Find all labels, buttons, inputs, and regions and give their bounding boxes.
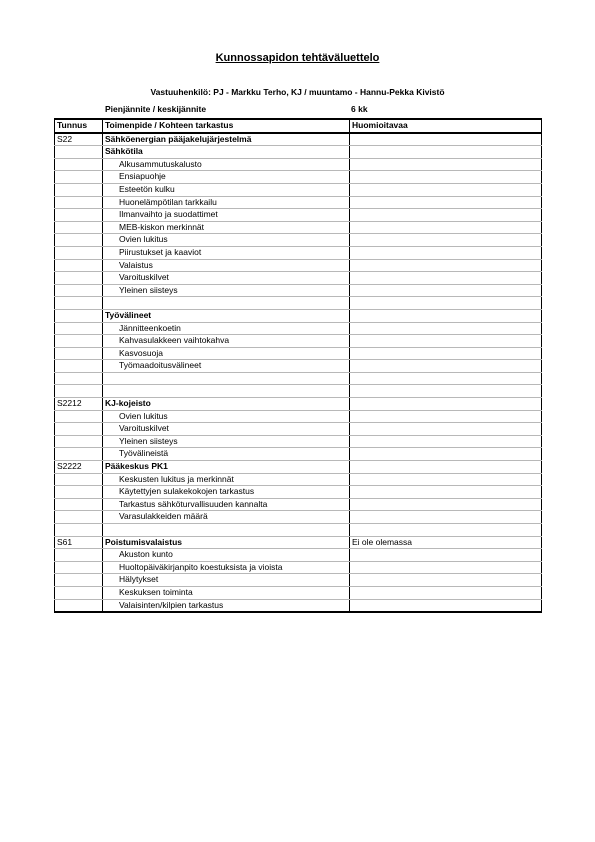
- table-row: [55, 536, 542, 549]
- cell-code: [55, 486, 103, 499]
- cell-notes: [350, 448, 542, 461]
- cell-code: [55, 158, 103, 171]
- cell-notes: [350, 372, 542, 385]
- cell-notes: [350, 297, 542, 310]
- cell-notes: [350, 549, 542, 562]
- cell-code: [55, 297, 103, 310]
- table-row: [55, 183, 542, 196]
- cell-task: Työvälineet: [103, 309, 350, 322]
- cell-notes: [350, 146, 542, 159]
- cell-code: [55, 385, 103, 398]
- table-row: [55, 372, 542, 385]
- cell-notes: [350, 335, 542, 348]
- cell-task: Piirustukset ja kaaviot: [103, 246, 350, 259]
- header-task: Toimenpide / Kohteen tarkastus: [103, 119, 350, 133]
- cell-notes: [350, 410, 542, 423]
- cell-code: S2222: [55, 461, 103, 474]
- cell-code: [55, 171, 103, 184]
- cell-task: Sähkötila: [103, 146, 350, 159]
- table-row: [55, 524, 542, 537]
- cell-notes: [350, 322, 542, 335]
- table-row: [55, 246, 542, 259]
- cell-notes: [350, 385, 542, 398]
- cell-task: Akuston kunto: [103, 549, 350, 562]
- cell-code: [55, 146, 103, 159]
- cell-code: [55, 284, 103, 297]
- cell-code: [55, 335, 103, 348]
- cell-code: [55, 423, 103, 436]
- cell-notes: [350, 183, 542, 196]
- table-row: [55, 360, 542, 373]
- cell-code: [55, 360, 103, 373]
- table-row: [55, 171, 542, 184]
- cell-task: Sähköenergian pääjakelujärjestelmä: [103, 133, 350, 146]
- cell-notes: [350, 423, 542, 436]
- table-row: [55, 486, 542, 499]
- cell-notes: [350, 133, 542, 146]
- cell-notes: [350, 561, 542, 574]
- table-row: [55, 473, 542, 486]
- cell-task: Valaistus: [103, 259, 350, 272]
- cell-task: Varoituskilvet: [103, 272, 350, 285]
- cell-notes: [350, 574, 542, 587]
- table-row: [55, 209, 542, 222]
- header-code: Tunnus: [55, 119, 103, 133]
- cell-notes: [350, 511, 542, 524]
- cell-task: Työmaadoitusvälineet: [103, 360, 350, 373]
- table-row: [55, 561, 542, 574]
- cell-notes: [350, 398, 542, 411]
- table-row: [55, 158, 542, 171]
- cell-notes: [350, 272, 542, 285]
- cell-notes: [350, 259, 542, 272]
- cell-task: Varoituskilvet: [103, 423, 350, 436]
- cell-code: [55, 586, 103, 599]
- table-row: [55, 284, 542, 297]
- cell-code: [55, 599, 103, 612]
- table-row: [55, 297, 542, 310]
- table-row: [55, 385, 542, 398]
- cell-code: [55, 498, 103, 511]
- cell-code: S61: [55, 536, 103, 549]
- cell-code: [55, 448, 103, 461]
- cell-code: [55, 309, 103, 322]
- document-title: [0, 52, 595, 64]
- table-row: [55, 448, 542, 461]
- cell-task: [103, 372, 350, 385]
- cell-task: Esteetön kulku: [103, 183, 350, 196]
- cell-code: [55, 561, 103, 574]
- maintenance-task-table: [54, 118, 542, 613]
- table-header-row: [55, 119, 542, 133]
- cell-task: KJ-kojeisto: [103, 398, 350, 411]
- table-row: [55, 574, 542, 587]
- cell-task: [103, 385, 350, 398]
- cell-task: Huoltopäiväkirjanpito koestuksista ja vioista: [103, 561, 350, 574]
- table-row: [55, 335, 542, 348]
- cell-task: Yleinen siisteys: [103, 284, 350, 297]
- cell-code: [55, 511, 103, 524]
- table-row: [55, 221, 542, 234]
- cell-notes: [350, 284, 542, 297]
- cell-code: [55, 272, 103, 285]
- cell-notes: [350, 599, 542, 612]
- cell-code: [55, 196, 103, 209]
- cell-task: Keskusten lukitus ja merkinnät: [103, 473, 350, 486]
- cell-code: [55, 183, 103, 196]
- cell-task: Yleinen siisteys: [103, 435, 350, 448]
- cell-task: Huonelämpötilan tarkkailu: [103, 196, 350, 209]
- cell-notes: [350, 435, 542, 448]
- cell-notes: [350, 209, 542, 222]
- table-row: [55, 435, 542, 448]
- cell-notes: [350, 158, 542, 171]
- cell-task: Ovien lukitus: [103, 234, 350, 247]
- table-row: [55, 146, 542, 159]
- cell-notes: [350, 309, 542, 322]
- cell-task: Tarkastus sähköturvallisuuden kannalta: [103, 498, 350, 511]
- cell-code: [55, 372, 103, 385]
- cell-notes: [350, 234, 542, 247]
- table-row: [55, 398, 542, 411]
- cell-code: [55, 574, 103, 587]
- responsible-persons: Vastuuhenkilö: PJ - Markku Terho, KJ / muuntamo - Hannu-Pekka Kivistö: [150, 87, 445, 97]
- table-row: [55, 549, 542, 562]
- cell-notes: Ei ole olemassa: [350, 536, 542, 549]
- cell-code: [55, 549, 103, 562]
- cell-code: [55, 246, 103, 259]
- voltage-label: Pienjännite / keskijännite: [105, 104, 207, 114]
- cell-task: Kasvosuoja: [103, 347, 350, 360]
- table-row: [55, 599, 542, 612]
- cell-task: Hälytykset: [103, 574, 350, 587]
- header-notes: Huomioitavaa: [350, 119, 542, 133]
- table-row: [55, 586, 542, 599]
- table-row: [55, 196, 542, 209]
- cell-task: Pääkeskus PK1: [103, 461, 350, 474]
- cell-code: [55, 259, 103, 272]
- cell-notes: [350, 586, 542, 599]
- table-row: [55, 322, 542, 335]
- cell-notes: [350, 221, 542, 234]
- table-row: [55, 511, 542, 524]
- cell-notes: [350, 461, 542, 474]
- cell-code: [55, 524, 103, 537]
- cell-code: [55, 435, 103, 448]
- cell-task: Valaisinten/kilpien tarkastus: [103, 599, 350, 612]
- cell-code: [55, 234, 103, 247]
- cell-task: Kahvasulakkeen vaihtokahva: [103, 335, 350, 348]
- cell-code: [55, 410, 103, 423]
- cell-notes: [350, 246, 542, 259]
- cell-notes: [350, 347, 542, 360]
- cell-code: [55, 347, 103, 360]
- cell-notes: [350, 171, 542, 184]
- cell-code: [55, 473, 103, 486]
- table-row: [55, 423, 542, 436]
- cell-task: Käytettyjen sulakekokojen tarkastus: [103, 486, 350, 499]
- table-row: [55, 410, 542, 423]
- table-row: [55, 234, 542, 247]
- cell-code: [55, 322, 103, 335]
- cell-task: Jännitteenkoetin: [103, 322, 350, 335]
- table-row: [55, 133, 542, 146]
- table-row: [55, 309, 542, 322]
- cell-notes: [350, 486, 542, 499]
- cell-notes: [350, 498, 542, 511]
- cell-task: Varasulakkeiden määrä: [103, 511, 350, 524]
- cell-code: S2212: [55, 398, 103, 411]
- cell-notes: [350, 360, 542, 373]
- cell-code: [55, 221, 103, 234]
- cell-task: Ovien lukitus: [103, 410, 350, 423]
- interval-label: 6 kk: [351, 104, 368, 114]
- cell-task: Alkusammutuskalusto: [103, 158, 350, 171]
- cell-task: Poistumisvalaistus: [103, 536, 350, 549]
- table-row: [55, 347, 542, 360]
- table-row: [55, 259, 542, 272]
- cell-task: [103, 524, 350, 537]
- cell-notes: [350, 524, 542, 537]
- cell-code: [55, 209, 103, 222]
- cell-task: Ilmanvaihto ja suodattimet: [103, 209, 350, 222]
- table-row: [55, 498, 542, 511]
- cell-task: Työvälineistä: [103, 448, 350, 461]
- cell-task: [103, 297, 350, 310]
- table-row: [55, 461, 542, 474]
- cell-task: Ensiapuohje: [103, 171, 350, 184]
- cell-notes: [350, 196, 542, 209]
- document-title-text: Kunnossapidon tehtäväluettelo: [215, 52, 380, 64]
- cell-notes: [350, 473, 542, 486]
- table-row: [55, 272, 542, 285]
- cell-code: S22: [55, 133, 103, 146]
- cell-task: MEB-kiskon merkinnät: [103, 221, 350, 234]
- cell-task: Keskuksen toiminta: [103, 586, 350, 599]
